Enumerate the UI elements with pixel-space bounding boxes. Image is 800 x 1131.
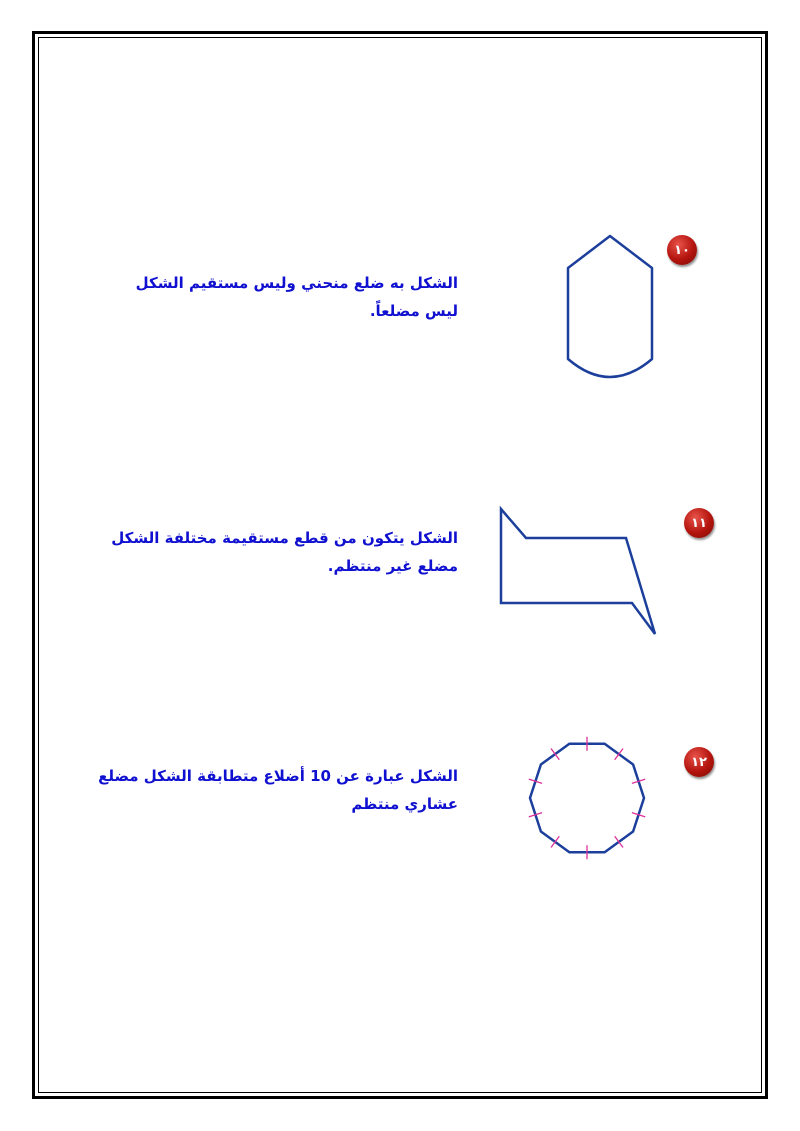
congruence-tick-mark	[551, 836, 559, 847]
exercise-number-badge: ١٢	[684, 747, 714, 777]
answer-text: الشكل يتكون من قطع مستقيمة مختلفة الشكل مضلع غير منتظم.	[111, 529, 458, 575]
regular-decagon-shape	[520, 736, 660, 866]
congruence-tick-mark	[615, 836, 623, 847]
answer-text: الشكل به ضلع منحني وليس مستقيم الشكل ليس مضلعاً.	[135, 274, 458, 320]
answer-text: الشكل عبارة عن 10 أضلاع متطابقة الشكل مضلع عشاري منتظم	[98, 767, 458, 813]
congruence-tick-mark	[551, 749, 559, 760]
exercise-number-badge: ١١	[684, 508, 714, 538]
exercise-number-badge: ١٠	[667, 235, 697, 265]
curved-side-shape	[560, 230, 660, 390]
congruence-tick-mark	[615, 749, 623, 760]
irregular-polygon-shape	[495, 503, 665, 643]
decagon-outline	[530, 744, 644, 852]
